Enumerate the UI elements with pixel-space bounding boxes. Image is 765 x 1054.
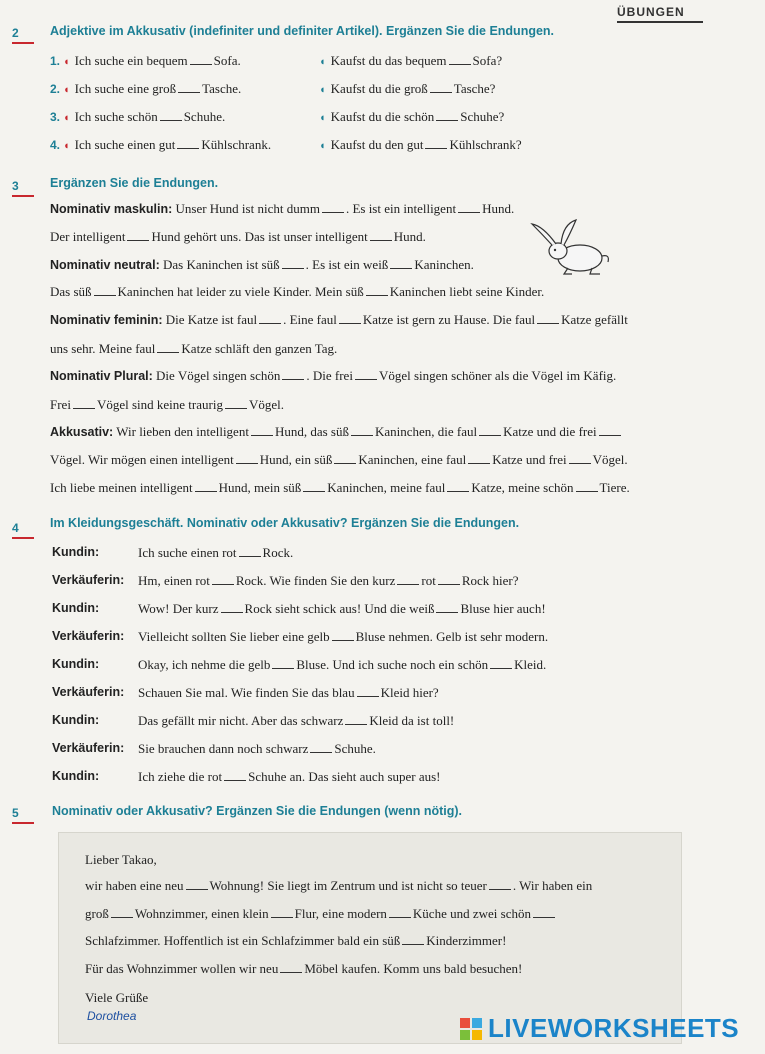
blank[interactable] — [357, 686, 379, 697]
audio-icon[interactable]: ◖ — [63, 112, 70, 124]
sentence-line: Frei Vögel sind keine traurig Vögel. — [50, 397, 284, 412]
blank[interactable] — [345, 714, 367, 725]
speaker-label: Kundin: — [52, 713, 100, 727]
blank[interactable] — [576, 481, 598, 492]
ex2-item-left: 2. ◖ Ich suche eine groß Tasche. — [50, 81, 242, 96]
letter-line: Schlafzimmer. Hoffentlich ist ein Schlafzimmer bald ein süß Kinderzimmer! — [85, 933, 507, 948]
blank[interactable] — [332, 630, 354, 641]
blank[interactable] — [157, 342, 179, 353]
audio-icon[interactable]: ◖ — [319, 112, 326, 124]
blank[interactable] — [425, 138, 447, 149]
blank[interactable] — [177, 138, 199, 149]
letter-line: wir haben eine neu Wohnung! Sie liegt im Zentrum und ist nicht so teuer . Wir haben ein — [85, 878, 593, 893]
blank[interactable] — [458, 202, 480, 213]
blank[interactable] — [366, 285, 388, 296]
blank[interactable] — [430, 82, 452, 93]
exercise-title: Ergänzen Sie die Endungen. — [50, 176, 219, 190]
blank[interactable] — [282, 369, 304, 380]
dialogue-line: Hm, einen rot Rock. Wie finden Sie den kurz rot Rock hier? — [138, 573, 519, 588]
blank[interactable] — [436, 110, 458, 121]
dialogue-line: Das gefällt mir nicht. Aber das schwarz Kleid da ist toll! — [138, 713, 455, 728]
blank[interactable] — [111, 907, 133, 918]
blank[interactable] — [370, 230, 392, 241]
sentence-line: uns sehr. Meine faul Katze schläft den ganzen Tag. — [50, 341, 338, 356]
audio-icon[interactable]: ◖ — [63, 84, 70, 96]
sentence-line: Nominativ maskulin: Unser Hund ist nicht dumm . Es ist ein intelligent Hund. — [50, 201, 515, 216]
blank[interactable] — [537, 313, 559, 324]
exercise-number: 3 — [12, 179, 34, 197]
sentence-line: Nominativ neutral: Das Kaninchen ist süß . Es ist ein weiß Kaninchen. — [50, 257, 474, 272]
sentence-line: Ich liebe meinen intelligent Hund, mein süß Kaninchen, meine faul Katze, meine schön Tiere. — [50, 480, 630, 495]
speaker-label: Kundin: — [52, 769, 100, 783]
speaker-label: Verkäuferin: — [52, 573, 125, 587]
exercise-number: 4 — [12, 521, 34, 539]
blank[interactable] — [195, 481, 217, 492]
blank[interactable] — [479, 425, 501, 436]
exercise-title: Nominativ oder Akkusativ? Ergänzen Sie die Endungen (wenn nötig). — [52, 804, 462, 818]
ex2-item-right: ◖ Kaufst du den gut Kühlschrank? — [319, 137, 522, 152]
letter-greeting: Lieber Takao, — [85, 852, 157, 867]
blank[interactable] — [221, 602, 243, 613]
letter-line: groß Wohnzimmer, einen klein Flur, eine modern Küche und zwei schön — [85, 906, 557, 922]
sentence-line: Akkusativ: Wir lieben den intelligent Hund, das süß Kaninchen, die faul Katze und die frei — [50, 424, 623, 440]
exercise-number: 2 — [12, 26, 34, 44]
audio-icon[interactable]: ◖ — [319, 84, 326, 96]
blank[interactable] — [178, 82, 200, 93]
blank[interactable] — [351, 425, 373, 436]
dialogue-line: Schauen Sie mal. Wie finden Sie das blau Kleid hier? — [138, 685, 439, 700]
blank[interactable] — [272, 658, 294, 669]
blank[interactable] — [490, 658, 512, 669]
blank[interactable] — [334, 453, 356, 464]
blank[interactable] — [282, 258, 304, 269]
ex2-item-left: 3. ◖ Ich suche schön Schuhe. — [50, 109, 226, 124]
speaker-label: Kundin: — [52, 601, 100, 615]
blank[interactable] — [397, 574, 419, 585]
blank[interactable] — [599, 425, 621, 436]
sentence-line: Der intelligent Hund gehört uns. Das ist unser intelligent Hund. — [50, 229, 426, 244]
blank[interactable] — [190, 54, 212, 65]
blank[interactable] — [212, 574, 234, 585]
audio-icon[interactable]: ◖ — [319, 56, 326, 68]
blank[interactable] — [251, 425, 273, 436]
blank[interactable] — [322, 202, 344, 213]
dialogue-line: Sie brauchen dann noch schwarz Schuhe. — [138, 741, 376, 756]
blank[interactable] — [280, 962, 302, 973]
blank[interactable] — [390, 258, 412, 269]
speaker-label: Verkäuferin: — [52, 741, 125, 755]
blank[interactable] — [271, 907, 293, 918]
blank[interactable] — [569, 453, 591, 464]
ex2-item-right: ◖ Kaufst du das bequem Sofa? — [319, 53, 503, 68]
ex2-item-right: ◖ Kaufst du die schön Schuhe? — [319, 109, 505, 124]
dialogue-line: Ich ziehe die rot Schuhe an. Das sieht auch super aus! — [138, 769, 441, 784]
ex2-item-left: 1. ◖ Ich suche ein bequem Sofa. — [50, 53, 241, 68]
exercise-number: 5 — [12, 806, 34, 824]
dialogue-line: Ich suche einen rot Rock. — [138, 545, 294, 560]
blank[interactable] — [73, 398, 95, 409]
liveworksheets-logo-icon — [460, 1018, 482, 1040]
blank[interactable] — [239, 546, 261, 557]
section-header: ÜBUNGEN — [617, 5, 703, 23]
blank[interactable] — [127, 230, 149, 241]
rabbit-illustration — [528, 218, 618, 278]
blank[interactable] — [236, 453, 258, 464]
dialogue-line: Okay, ich nehme die gelb Bluse. Und ich suche noch ein schön Kleid. — [138, 657, 547, 672]
speaker-label: Kundin: — [52, 545, 100, 559]
blank[interactable] — [303, 481, 325, 492]
sentence-line: Vögel. Wir mögen einen intelligent Hund, ein süß Kaninchen, eine faul Katze und frei Vögel. — [50, 452, 628, 467]
blank[interactable] — [259, 313, 281, 324]
blank[interactable] — [94, 285, 116, 296]
sentence-line: Nominativ feminin: Die Katze ist faul . Eine faul Katze ist gern zu Hause. Die faul Katze gefällt — [50, 312, 628, 327]
blank[interactable] — [533, 907, 555, 918]
audio-icon[interactable]: ◖ — [319, 140, 326, 152]
ex2-item-right: ◖ Kaufst du die groß Tasche? — [319, 81, 496, 96]
letter-signature: Dorothea — [87, 1009, 137, 1023]
dialogue-line: Wow! Der kurz Rock sieht schick aus! Und die weiß Bluse hier auch! — [138, 601, 546, 616]
brand-logo-text: LIVEWORKSHEETS — [488, 1013, 740, 1043]
speaker-label: Verkäuferin: — [52, 685, 125, 699]
blank[interactable] — [468, 453, 490, 464]
ex2-item-left: 4. ◖ Ich suche einen gut Kühlschrank. — [50, 137, 272, 152]
dialogue-line: Vielleicht sollten Sie lieber eine gelb Bluse nehmen. Gelb ist sehr modern. — [138, 629, 549, 644]
blank[interactable] — [160, 110, 182, 121]
blank[interactable] — [225, 398, 247, 409]
blank[interactable] — [186, 879, 208, 890]
blank[interactable] — [355, 369, 377, 380]
blank[interactable] — [339, 313, 361, 324]
blank[interactable] — [489, 879, 511, 890]
blank[interactable] — [224, 770, 246, 781]
exercise-title: Im Kleidungsgeschäft. Nominativ oder Akkusativ? Ergänzen Sie die Endungen. — [50, 516, 520, 530]
sentence-line: Das süß Kaninchen hat leider zu viele Kinder. Mein süß Kaninchen liebt seine Kinder. — [50, 284, 545, 299]
speaker-label: Kundin: — [52, 657, 100, 671]
blank[interactable] — [389, 907, 411, 918]
blank[interactable] — [449, 54, 471, 65]
blank[interactable] — [447, 481, 469, 492]
blank[interactable] — [438, 574, 460, 585]
blank[interactable] — [436, 602, 458, 613]
letter-line: Für das Wohnzimmer wollen wir neu Möbel kaufen. Komm uns bald besuchen! — [85, 961, 523, 976]
speaker-label: Verkäuferin: — [52, 629, 125, 643]
exercise-title: Adjektive im Akkusativ (indefiniter und definiter Artikel). Ergänzen Sie die Endungen. — [50, 24, 555, 38]
letter-closing: Viele Grüße — [85, 990, 149, 1005]
audio-icon[interactable]: ◖ — [63, 56, 70, 68]
blank[interactable] — [310, 742, 332, 753]
blank[interactable] — [402, 934, 424, 945]
sentence-line: Nominativ Plural: Die Vögel singen schön . Die frei Vögel singen schöner als die Vögel im Käfig. — [50, 368, 617, 383]
audio-icon[interactable]: ◖ — [63, 140, 70, 152]
